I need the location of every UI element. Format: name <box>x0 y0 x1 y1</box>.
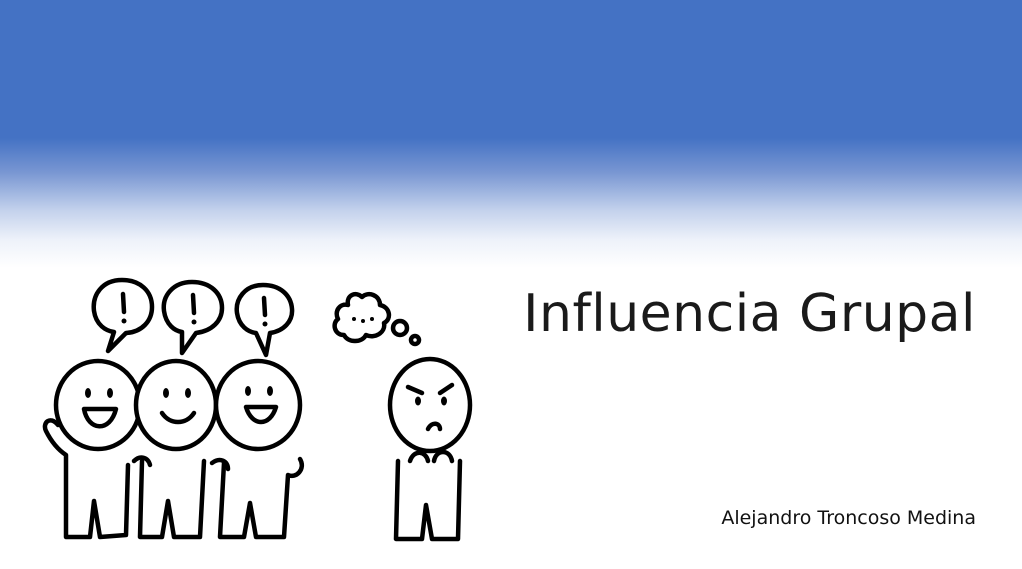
speech-bubble-exclamation-1 <box>94 280 152 351</box>
figure-worried <box>390 359 470 539</box>
speech-bubble-exclamation-3 <box>237 285 292 355</box>
figure-smiling <box>134 361 216 537</box>
author-name: Alejandro Troncoso Medina <box>721 507 976 529</box>
slide-title: Influencia Grupal <box>523 284 976 344</box>
header-banner <box>0 0 1022 270</box>
group-illustration <box>30 265 520 565</box>
figure-happy-right <box>212 361 302 537</box>
figure-happy-left <box>45 361 140 537</box>
speech-bubble-exclamation-2 <box>164 282 222 353</box>
thought-cloud-icon <box>335 294 419 344</box>
